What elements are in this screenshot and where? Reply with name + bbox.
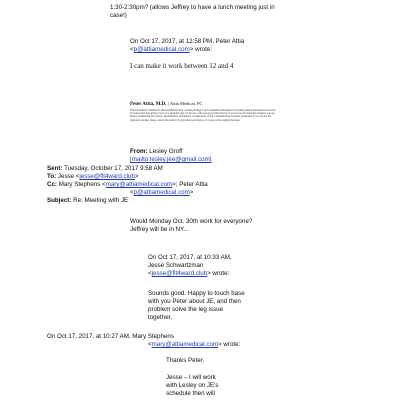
- attia-quote-email-line: [130, 46, 212, 54]
- cc2-suffix: >: [189, 189, 194, 196]
- mary-prefix: <: [148, 341, 152, 348]
- jesse-quote-email-line: [148, 270, 229, 278]
- jesse-body-3: problem solve the leg issue: [148, 306, 223, 313]
- signature-disclaimer: The information contained in this transmission may contain privileged and confidential information, including patient information protected by federal and state privacy laws. It is intended only for the use of the person(s) named above. If you are not the intended recipient, you are hereby notified that any review, dissemination, distribution or duplication of this communication is strictly prohibited. If you are not the intended recipient, please contact the sender by reply email and destroy all copies of the original message.: [130, 109, 276, 122]
- groff-from-line: [130, 148, 183, 156]
- groff-mailto: [130, 156, 211, 164]
- bracket-open: <: [130, 46, 134, 53]
- sent-line: [47, 165, 163, 173]
- cc-suffix: >; Peter Attia: [172, 181, 208, 188]
- jesse-prefix: <: [148, 270, 152, 277]
- jesse-email-link[interactable]: jesse@flt4ward.club: [151, 270, 208, 277]
- groff-body-1: Would Monday Oct. 30th work for everyone?: [130, 218, 253, 225]
- mary-body-3: schedule then will: [166, 390, 215, 397]
- jesse-body-4: together.: [148, 314, 173, 321]
- mary-body-2: with Lesley on JE's: [166, 382, 219, 389]
- signature-org: | Attia Medical, PC: [168, 101, 203, 106]
- mary-quote-line-1: On Oct 17, 2017, at 10:27 AM, Mary Stephens: [47, 333, 174, 340]
- cc-line-2: [130, 189, 193, 197]
- mailto-link[interactable]: [mailto:lesley.jee@gmail.com]: [130, 156, 212, 163]
- jesse-quote-line-2: Jesse Schwartzman: [148, 262, 204, 269]
- signature-name: Peter Attia, M.D.: [130, 102, 167, 107]
- mary-quote-email-line: [148, 341, 240, 349]
- sent-label: Sent:: [47, 165, 63, 172]
- jesse-suffix: > wrote:: [207, 270, 230, 277]
- mary-suffix: > wrote:: [218, 341, 241, 348]
- to-label: To:: [47, 173, 57, 180]
- jesse-quote-line-1: On Oct 17, 2017, at 10:33 AM,: [148, 254, 232, 261]
- sent-value: Tuesday, October 17, 2017 9:58 AM: [64, 165, 163, 172]
- from-name: Lesley Groff: [149, 148, 183, 155]
- wrote-text: > wrote:: [189, 46, 212, 53]
- cc-line: [47, 181, 208, 189]
- to-suffix: >: [134, 173, 139, 180]
- cc2-email-link[interactable]: p@attiamedical.com: [133, 189, 190, 196]
- mary-email-link[interactable]: mary@attiamedical.com: [151, 341, 219, 348]
- subject-line: [47, 197, 128, 205]
- attia-quote-header: On Oct 17, 2017, at 12:58 PM, Peter Attia: [130, 38, 245, 45]
- cc-prefix: Mary Stephens <: [58, 181, 106, 188]
- cc-label: Cc:: [47, 181, 57, 188]
- mary-body-1: Jesse – I will work: [166, 374, 216, 381]
- attia-quote-body: I can make it work between 12 and 4: [130, 62, 234, 70]
- to-email-link[interactable]: jesse@flt4ward.club: [79, 173, 135, 180]
- to-prefix: Jesse <: [57, 173, 80, 180]
- mary-thanks: Thanks Peter.: [166, 357, 205, 364]
- cc-email-link[interactable]: mary@attiamedical.com: [105, 181, 173, 188]
- subject-label: Subject:: [47, 197, 72, 204]
- to-line: [47, 173, 139, 181]
- top-line-1: 1:30-2:30pm? (allows Jeffrey to have a lunch meeting just in: [110, 4, 275, 11]
- attia-email-link[interactable]: p@attiamedical.com: [133, 46, 190, 53]
- jesse-body-2: with you Peter about JE, and then: [148, 298, 241, 305]
- jesse-body-1: Sounds good. Happy to touch base: [148, 290, 245, 297]
- cc2-prefix: <: [130, 189, 134, 196]
- subject-value: Re: Meeting with JE: [73, 197, 129, 204]
- top-line-2: case!): [110, 12, 127, 19]
- groff-body-2: Jeffrey will be in NY...: [130, 226, 189, 233]
- from-label: From:: [130, 148, 148, 155]
- signature-name-line: [130, 100, 203, 109]
